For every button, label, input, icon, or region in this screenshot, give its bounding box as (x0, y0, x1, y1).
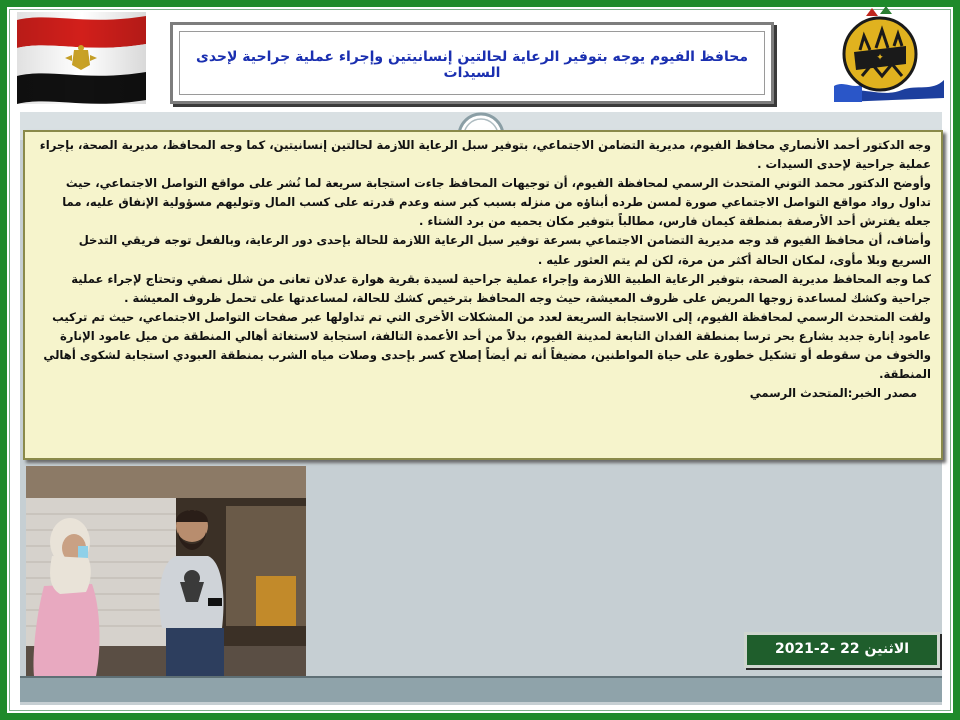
article-source: مصدر الخبر:المتحدث الرسمي (749, 386, 917, 401)
article-body (37, 136, 931, 403)
date-text: الاثنين 22 -2-2021 (774, 641, 910, 657)
fayoum-logo-icon (832, 6, 947, 106)
svg-text:✦: ✦ (876, 53, 884, 63)
egypt-flag-icon (15, 12, 148, 104)
article-paragraph-5: ولفت المتحدث الرسمي لمحافظة الفيوم، إلى الاستجابة السريعة لعدد من المشكلات الأخرى التي تم تداولها عبر صفحات التواصل الاجتماعي، حيث تم تركيب عامود إنارة جديد بشارع بحر ترسا بمنطقة الفدان التابعة لمدينة الفيوم، بدلاً من أحد الأعمدة التالفة، استجابة لاستغاثة أهالي المنطقة من ميل عامود الإنارة والخوف من سقوطه أو تشكيل خطورة على حياة المواطنين، مضيفاً أنه تم أيضاً إصلاح كسر بإحدى وصلات مياه الشرب بمنطقة العبودي استجابة لشكوى أهالي المنطقة. (43, 309, 931, 382)
article-paragraph-4: كما وجه المحافظ مديرية الصحة، بتوفير الرعاية الطبية اللازمة وإجراء عملية جراحية لسيدة بقرية هوارة عدلان تعانى من شلل نصفي وتحتاج لإجراء عملية جراحية وكشك لمساعدة زوجها المريض على ظروف المعيشة، حيث وجه المحافظ بترخيص كشك للحالة، لمساعدتها على تحمل ظروف المعيشة . (71, 271, 931, 305)
news-photo (26, 466, 306, 676)
headline-box (170, 22, 774, 104)
bottom-strip (20, 678, 942, 702)
headline-title: محافظ الفيوم يوجه بتوفير الرعاية لحالتين إنسانيتين وإجراء عملية جراحية لإحدى السيدات (196, 49, 748, 81)
article-paragraph-2: وأوضح الدكتور محمد التوني المتحدث الرسمي لمحافظة الفيوم، أن توجيهات المحافظ جاءت استجابة سريعة لما نُشر على مواقع التواصل الاجتماعي، حيث تداول رواد مواقع التواصل الاجتماعي صورة لمسن طرده أبناؤه من منزله بسبب كبر سنه وعدم قدرته على كسب المال وتوليهم مسؤولية الإنفاق عليه، مما جعله يفترش أحد الأرصفة بمنطقة كيمان فارس، مطالباً بتوفير مكان يحميه من برد الشتاء . (62, 176, 931, 229)
date-badge (744, 632, 940, 668)
article-paragraph-1: وجه الدكتور أحمد الأنصاري محافظ الفيوم، مديرية التضامن الاجتماعي، بتوفير سبل الرعاية اللازمة لحالتين إنسانيتين، كما وجه المحافظ، مديرية الصحة، بإجراء عملية جراحية لإحدى السيدات . (39, 138, 931, 172)
article-paragraph-3: وأضاف، أن محافظ الفيوم قد وجه مديرية التضامن الاجتماعي بسرعة توفير سبل الرعاية اللازمة للحالة بإحدى دور الرعاية، وبالفعل توجه فريقي التدخل السريع وبلا مأوى، لمكان الحالة أكثر من مرة، لكن لم يتم العثور عليه . (78, 233, 931, 267)
article-box (23, 130, 943, 460)
